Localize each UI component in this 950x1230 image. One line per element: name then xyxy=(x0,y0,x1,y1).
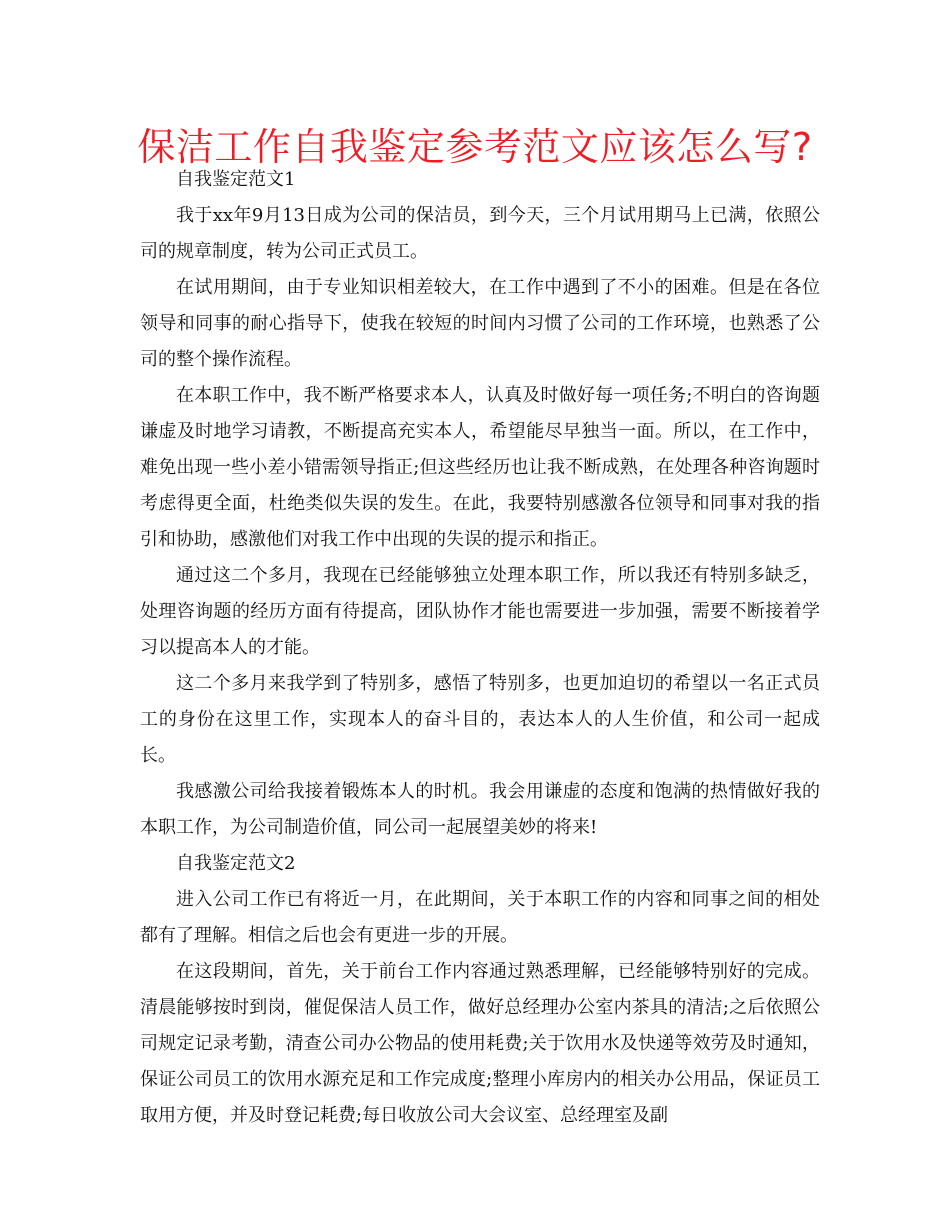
paragraph: 我于xx年9月13日成为公司的保洁员，到今天，三个月试用期马上已满，依照公司的规章制度，转为公司正式员工。 xyxy=(140,205,820,262)
paragraph: 在这段期间，首先，关于前台工作内容通过熟悉理解，已经能够特别好的完成。清晨能够按时到岗，催促保洁人员工作，做好总经理办公室内茶具的清洁;之后依照公司规定记录考勤，清查公司办公物品的使用耗费;关于饮用水及快递等效劳及时通知，保证公司员工的饮用水源充足和工作完成度;整理小库房内的相关办公用品，保证员工取用方便，并及时登记耗费;每日收放公司大会议室、总经理室及副 xyxy=(140,961,820,1126)
section-heading: 自我鉴定范文1 xyxy=(176,169,296,190)
section-heading: 自我鉴定范文2 xyxy=(176,853,296,874)
document-title: 保洁工作自我鉴定参考范文应该怎么写? xyxy=(137,125,813,169)
paragraph: 在本职工作中，我不断严格要求本人，认真及时做好每一项任务;不明白的咨询题谦虚及时地学习请教，不断提高充实本人，希望能尽早独当一面。所以，在工作中，难免出现一些小差小错需领导指正;但这些经历也让我不断成熟，在处理各种咨询题时考虑得更全面，杜绝类似失误的发生。在此，我要特别感激各位领导和同事对我的指引和协助，感激他们对我工作中出现的失误的提示和指正。 xyxy=(140,385,820,550)
document-body xyxy=(140,162,820,1134)
paragraph: 这二个多月来我学到了特别多，感悟了特别多，也更加迫切的希望以一名正式员工的身份在这里工作，实现本人的奋斗目的，表达本人的人生价值，和公司一起成长。 xyxy=(140,673,820,766)
paragraph: 进入公司工作已有将近一月，在此期间，关于本职工作的内容和同事之间的相处都有了理解。相信之后也会有更进一步的开展。 xyxy=(140,889,820,946)
paragraph: 在试用期间，由于专业知识相差较大，在工作中遇到了不小的困难。但是在各位领导和同事的耐心指导下，使我在较短的时间内习惯了公司的工作环境，也熟悉了公司的整个操作流程。 xyxy=(140,277,820,370)
paragraph: 通过这二个多月，我现在已经能够独立处理本职工作，所以我还有特别多缺乏，处理咨询题的经历方面有待提高，团队协作才能也需要进一步加强，需要不断接着学习以提高本人的才能。 xyxy=(140,565,820,658)
paragraph: 我感激公司给我接着锻炼本人的时机。我会用谦虚的态度和饱满的热情做好我的本职工作，为公司制造价值，同公司一起展望美妙的将来! xyxy=(140,781,820,838)
